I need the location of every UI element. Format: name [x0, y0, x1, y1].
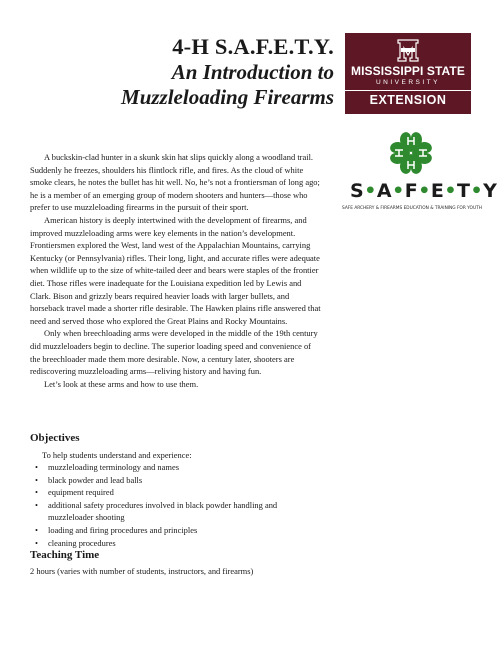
msu-university: UNIVERSITY — [375, 79, 440, 86]
msu-divider — [345, 90, 471, 91]
4h-clover-icon — [386, 128, 436, 178]
objectives-list — [34, 461, 324, 549]
safety-letter: Y — [483, 180, 498, 202]
objective-item: • cleaning procedures — [35, 537, 116, 548]
msu-name: MISSISSIPPI STATE — [351, 64, 465, 78]
teaching-time-heading: Teaching Time — [30, 549, 100, 561]
intro-body — [30, 151, 322, 390]
msu-m-mark-icon — [395, 39, 421, 62]
safety-wordmark: S•A•F•E•T•Y — [350, 180, 498, 202]
msu-extension-logo — [345, 33, 471, 114]
document-subtitle-line-1: An Introduction to — [171, 60, 334, 84]
body-paragraph: American history is deeply intertwined with the development of firearms, and improved muzzleloading arms were key elements in the nation’s development. Frontiersmen explored the West, land west of the Appalachian Mountains, carrying Kentucky (or Pennsylvania) rifles. Their long, light, and accurate rifles were adequate when wildlife up to the size of white-tailed deer and bears were staples of the frontier diet. Those rifles were inadequate for the Louisiana expedition led by Lewis and Clark. Bison and grizzly bears required heavier loads with larger bullets, and horseback travel made a shorter rifle desirable. The Hawken plains rifle answered that need and served those who explored the Great Plains and Rocky Mountains. — [30, 214, 321, 326]
bullet-icon: • — [35, 474, 38, 485]
objective-item: • equipment required — [35, 487, 114, 498]
body-paragraph: Only when breechloading arms were developed in the middle of the 19th century did muzzleloaders begin to decline. The superior loading speed and convenience of the breechloader made them more desirable. Now, a century later, shooters are rediscovering muzzleloading arms—reliving history and having fun. — [30, 328, 318, 377]
safety-letter: T — [457, 180, 471, 202]
document-title: 4-H S.A.F.E.T.Y. — [172, 34, 334, 59]
bullet-icon: • — [35, 524, 38, 535]
objective-item: • black powder and lead balls — [35, 474, 143, 485]
teaching-time-text: 2 hours (varies with number of students, instructors, and firearms) — [30, 566, 254, 576]
document-title-block — [60, 34, 334, 110]
msu-extension: EXTENSION — [369, 93, 447, 107]
body-paragraph: A buckskin-clad hunter in a skunk skin hat slips quickly along a woodland trail. Suddenly he freezes, shoulders his flintlock rifle, and fires. As the cloud of white smoke clears, he notes the bullet has hit well. No, he’s not a frontiersman of long ago; he is a member of an emerging group of modern shooters and hunters—those who prefer to use muzzleloading firearms in the pursuit of their sport. — [30, 152, 320, 213]
safety-letter: F — [404, 180, 419, 202]
objectives-heading: Objectives — [30, 432, 80, 444]
safety-letter: A — [376, 180, 393, 202]
objective-item: • muzzleloading terminology and names — [35, 462, 179, 472]
objectives-intro: To help students understand and experience: — [42, 450, 192, 460]
bullet-icon: • — [35, 537, 38, 548]
safety-letter: E — [430, 180, 445, 202]
body-paragraph: Let’s look at these arms and how to use them. — [44, 378, 199, 389]
bullet-icon: • — [35, 499, 38, 510]
bullet-icon: • — [35, 487, 38, 498]
safety-letter: S — [350, 180, 365, 202]
bullet-icon: • — [35, 462, 38, 472]
safety-tagline: SAFE ARCHERY & FIREARMS EDUCATION & TRAINING FOR YOUTH — [342, 206, 482, 211]
objective-item: • additional safety procedures involved in black powder handling and muzzleloader shooting — [35, 499, 278, 523]
document-subtitle-line-2: Muzzleloading Firearms — [121, 85, 334, 109]
objective-item: • loading and firing procedures and principles — [35, 524, 198, 535]
